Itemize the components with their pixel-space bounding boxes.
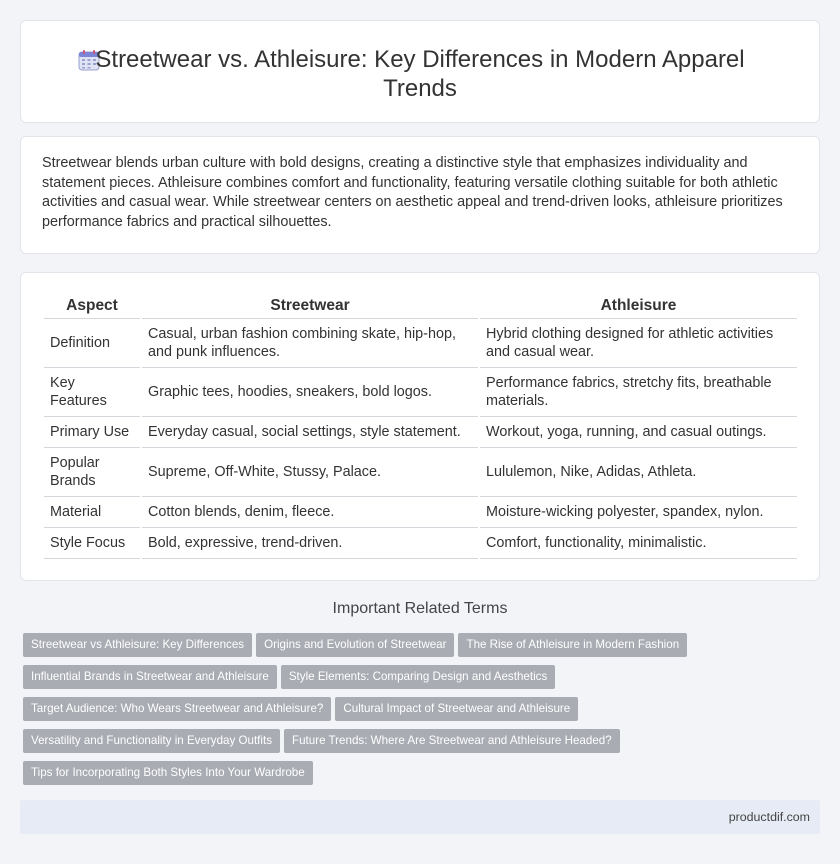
cell-athleisure: Lululemon, Nike, Adidas, Athleta. <box>480 448 797 497</box>
table-header-row <box>44 293 797 319</box>
cell-streetwear: Bold, expressive, trend-driven. <box>142 528 478 559</box>
related-term-tag[interactable]: Target Audience: Who Wears Streetwear and Athleisure? <box>23 697 331 721</box>
related-terms-list <box>23 633 813 793</box>
cell-athleisure: Moisture-wicking polyester, spandex, nylon. <box>480 497 797 528</box>
comparison-card <box>20 272 820 581</box>
related-term-tag[interactable]: Future Trends: Where Are Streetwear and Athleisure Headed? <box>284 729 620 753</box>
table-row <box>44 417 797 448</box>
cell-athleisure: Hybrid clothing designed for athletic activities and casual wear. <box>480 319 797 368</box>
cell-aspect: Primary Use <box>44 417 140 448</box>
cell-aspect: Popular Brands <box>44 448 140 497</box>
related-term-tag[interactable]: Tips for Incorporating Both Styles Into Your Wardrobe <box>23 761 313 785</box>
table-row <box>44 528 797 559</box>
header-streetwear: Streetwear <box>142 293 478 319</box>
intro-text: Streetwear blends urban culture with bold designs, creating a distinctive style that emphasizes individuality and statement pieces. Athleisure combines comfort and functionality, featuring versatile clothing suitable for both athletic activities and casual wear. While streetwear centers on aesthetic appeal and trend-driven looks, athleisure prioritizes performance fabrics and practical silhouettes. <box>42 155 783 230</box>
related-term-tag[interactable]: The Rise of Athleisure in Modern Fashion <box>458 633 687 657</box>
table-row <box>44 448 797 497</box>
cell-aspect: Key Features <box>44 368 140 417</box>
comparison-table <box>42 293 799 559</box>
cell-athleisure: Workout, yoga, running, and casual outings. <box>480 417 797 448</box>
cell-streetwear: Graphic tees, hoodies, sneakers, bold logos. <box>142 368 478 417</box>
header-aspect: Aspect <box>44 293 140 319</box>
related-term-tag[interactable]: Versatility and Functionality in Everyday Outfits <box>23 729 280 753</box>
cell-streetwear: Casual, urban fashion combining skate, hip-hop, and punk influences. <box>142 319 478 368</box>
header-card <box>20 20 820 123</box>
table-row <box>44 497 797 528</box>
cell-aspect: Style Focus <box>44 528 140 559</box>
cell-streetwear: Cotton blends, denim, fleece. <box>142 497 478 528</box>
related-term-tag[interactable]: Origins and Evolution of Streetwear <box>256 633 454 657</box>
cell-streetwear: Supreme, Off-White, Stussy, Palace. <box>142 448 478 497</box>
related-term-tag[interactable]: Streetwear vs Athleisure: Key Differences <box>23 633 252 657</box>
cell-aspect: Definition <box>44 319 140 368</box>
intro-card <box>20 136 820 254</box>
cell-streetwear: Everyday casual, social settings, style statement. <box>142 417 478 448</box>
related-term-tag[interactable]: Style Elements: Comparing Design and Aesthetics <box>281 665 555 689</box>
related-term-tag[interactable]: Influential Brands in Streetwear and Athleisure <box>23 665 277 689</box>
table-row <box>44 368 797 417</box>
footer-site-link[interactable]: productdif.com <box>728 810 810 824</box>
related-terms-title: Important Related Terms <box>332 600 508 617</box>
table-row <box>44 319 797 368</box>
related-term-tag[interactable]: Cultural Impact of Streetwear and Athleisure <box>335 697 578 721</box>
cell-athleisure: Performance fabrics, stretchy fits, breathable materials. <box>480 368 797 417</box>
header-athleisure: Athleisure <box>480 293 797 319</box>
page-title: Streetwear vs. Athleisure: Key Differences in Modern Apparel Trends <box>95 46 745 102</box>
cell-aspect: Material <box>44 497 140 528</box>
footer <box>20 800 820 834</box>
cell-athleisure: Comfort, functionality, minimalistic. <box>480 528 797 559</box>
